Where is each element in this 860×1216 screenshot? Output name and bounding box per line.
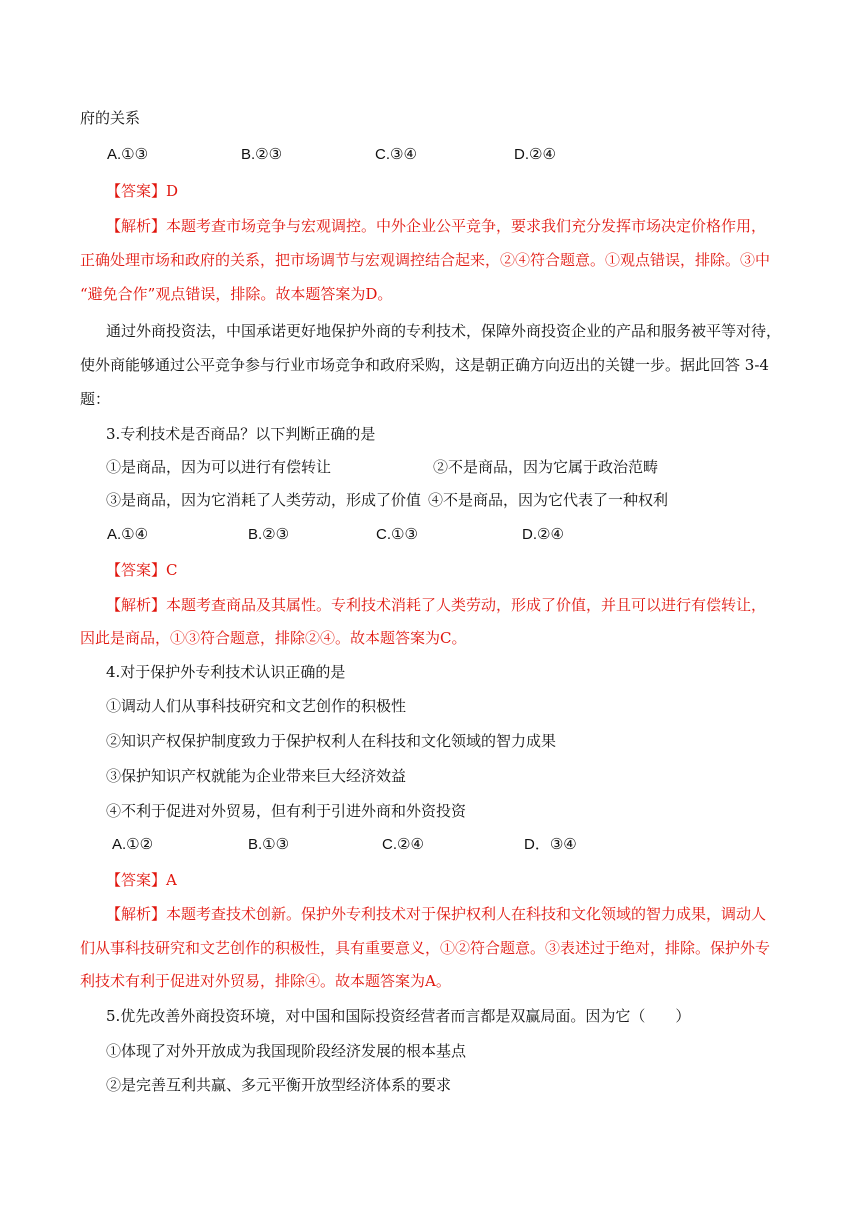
q4-analysis-line-3: 利技术有利于促进对外贸易，排除④。故本题答案为A。	[80, 972, 451, 990]
material-line-2: 使外商能够通过公平竞争参与行业市场竞争和政府采购，这是朝正确方向迈出的关键一步。据此回答 3-4	[80, 356, 769, 374]
q3-analysis-line-2: 因此是商品，①③符合题意，排除②④。故本题答案为C。	[80, 629, 467, 647]
prev-analysis-line-2: 正确处理市场和政府的关系，把市场调节与宏观调控结合起来，②④符合题意。①观点错误，排除。③中	[80, 251, 771, 269]
prev-option-c: C.③④	[375, 146, 417, 163]
q3-option-d: D.②④	[522, 526, 564, 543]
q5-item-1: ①体现了对外开放成为我国现阶段经济发展的根本基点	[106, 1042, 467, 1060]
q4-answer: 【答案】A	[106, 871, 177, 889]
q4-option-c: C.②④	[382, 836, 424, 853]
q3-stem: 3.专利技术是否商品？以下判断正确的是	[106, 425, 376, 443]
material-line-1: 通过外商投资法，中国承诺更好地保护外商的专利技术，保障外商投资企业的产品和服务被平等对待，	[106, 322, 782, 340]
prev-answer: 【答案】D	[106, 182, 179, 200]
material-line-3: 题：	[80, 390, 111, 408]
q4-option-b: B.①③	[248, 836, 290, 853]
q4-stem: 4.对于保护外专利技术认识正确的是	[106, 663, 346, 681]
q3-item-2: ②不是商品，因为它属于政治范畴	[433, 458, 659, 476]
prev-question-tail: 府的关系	[80, 109, 141, 127]
q3-option-a: A.①④	[107, 526, 149, 543]
q3-item-1: ①是商品，因为可以进行有偿转让	[106, 458, 332, 476]
q3-option-c: C.①③	[376, 526, 418, 543]
q5-item-2: ②是完善互利共赢、多元平衡开放型经济体系的要求	[106, 1076, 452, 1094]
q4-analysis-line-2: 们从事科技研究和文艺创作的积极性，具有重要意义，①②符合题意。③表述过于绝对，排除。保护外专	[80, 939, 771, 957]
q3-item-3: ③是商品，因为它消耗了人类劳动，形成了价值	[106, 491, 422, 509]
prev-option-d: D.②④	[514, 146, 556, 163]
q4-option-a: A.①②	[112, 836, 154, 853]
q4-item-2: ②知识产权保护制度致力于保护权利人在科技和文化领域的智力成果	[106, 732, 557, 750]
q3-item-4: ④不是商品，因为它代表了一种权利	[428, 491, 669, 509]
q4-analysis-line-1: 【解析】本题考查技术创新。保护外专利技术对于保护权利人在科技和文化领域的智力成果，调动人	[106, 905, 767, 923]
q3-option-b: B.②③	[248, 526, 290, 543]
q4-item-3: ③保护知识产权就能为企业带来巨大经济效益	[106, 767, 407, 785]
q3-answer: 【答案】C	[106, 561, 178, 579]
q4-item-4: ④不利于促进对外贸易，但有利于引进外商和外资投资	[106, 802, 467, 820]
prev-analysis-line-3: “避免合作”观点错误，排除。故本题答案为D。	[80, 285, 393, 303]
q5-stem: 5.优先改善外商投资环境，对中国和国际投资经营者而言都是双赢局面。因为它（ ）	[106, 1007, 691, 1025]
prev-option-b: B.②③	[241, 146, 283, 163]
prev-option-a: A.①③	[107, 146, 149, 163]
q3-analysis-line-1: 【解析】本题考查商品及其属性。专利技术消耗了人类劳动，形成了价值，并且可以进行有偿转让，	[106, 596, 767, 614]
q4-option-d: D．③④	[524, 836, 577, 853]
prev-analysis-line-1: 【解析】本题考查市场竞争与宏观调控。中外企业公平竞争，要求我们充分发挥市场决定价格作用，	[106, 217, 767, 235]
q4-item-1: ①调动人们从事科技研究和文艺创作的积极性	[106, 697, 407, 715]
